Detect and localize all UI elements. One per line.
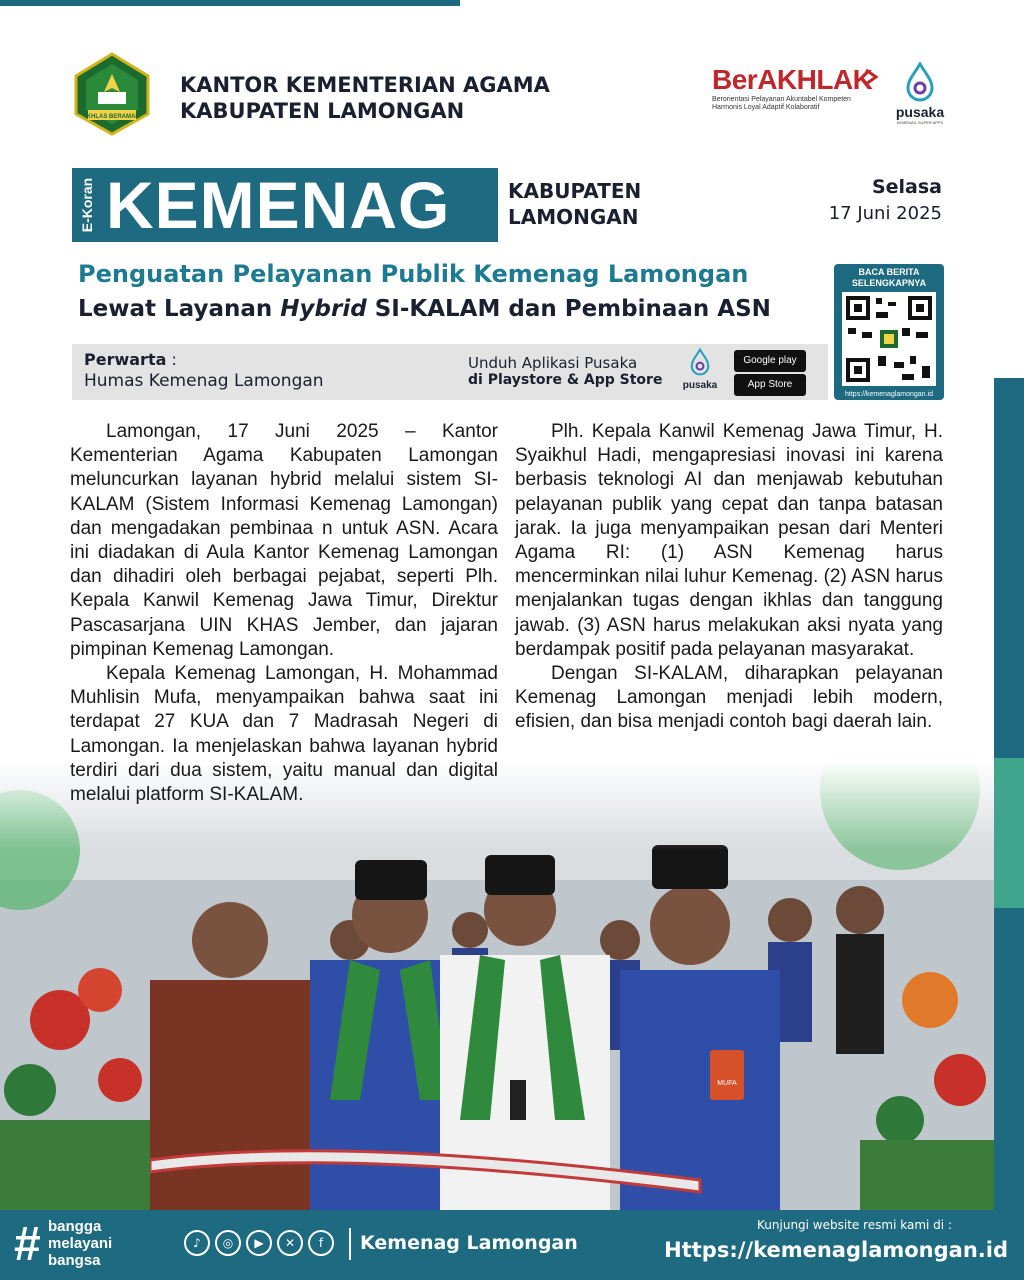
article-paragraph: Plh. Kepala Kanwil Kemenag Jawa Timur, H. Syaikhul Hadi, mengapresiasi inovasi ini karena berbasis teknologi AI dan menjawab kebutuhan pelayanan publik yang cepat dan tanpa batasan jarak. Ia juga menyampaikan pesan dari Menteri Agama RI: (1) ASN Kemenag harus mencerminkan nilai luhur Kemenag. (2) ASN harus menjalankan tugas dengan ikhlas dan tanggung jawab. (3) ASN harus melakukan aksi nyata yang berdampak positif pada pelayanan masyarakat. — [515, 421, 943, 660]
pusaka-mini-icon — [689, 348, 711, 376]
tiktok-icon[interactable]: ♪ — [184, 1230, 210, 1256]
social-account-name[interactable]: Kemenag Lamongan — [360, 1232, 578, 1254]
issue-date: 17 Juni 2025 — [828, 203, 942, 224]
app-store-badge[interactable]: App Store — [734, 374, 806, 396]
berakhlak-word: BerAKHLAK — [712, 64, 873, 95]
pusaka-logo — [892, 62, 948, 125]
qr-label: BACA BERITA SELENGKAPNYA — [851, 267, 927, 288]
footer-divider — [349, 1228, 351, 1260]
ekoran-label: E-Koran — [79, 177, 95, 233]
article-paragraph: Dengan SI-KALAM, diharapkan pelayanan Kemenag Lamongan menjadi lebih modern, efisien, dan bisa menjadi contoh bagi daerah lain. — [515, 663, 943, 733]
footer-bar — [0, 1210, 1024, 1280]
masthead-region — [508, 178, 641, 230]
perwarta-name: Humas Kemenag Lamongan — [84, 371, 324, 391]
kemenag-logo — [72, 52, 152, 136]
pusaka-label: pusaka — [895, 104, 945, 120]
byline-bar — [72, 344, 828, 400]
article-column-2 — [515, 420, 943, 735]
berakhlak-logo — [712, 64, 882, 112]
hashtag-icon: # — [14, 1218, 41, 1271]
region-line-1: KABUPATEN — [508, 179, 642, 203]
perwarta-label: Perwarta : — [84, 350, 177, 369]
download-line-2: di Playstore & App Store — [468, 372, 663, 388]
pusaka-mini-label: pusaka — [682, 380, 718, 391]
berakhlak-chevron-icon — [862, 66, 884, 88]
x-icon[interactable]: ✕ — [277, 1230, 303, 1256]
top-accent-bar — [0, 0, 460, 6]
website-link[interactable]: Https://kemenaglamongan.id — [664, 1238, 1008, 1262]
article-paragraph: Kepala Kemenag Lamongan, H. Mohammad Muhlisin Mufa, menyampaikan bahwa saat ini terdapat 27 KUA dan 7 Madrasah Negeri di Lamongan. Ia menjelaskan bahwa layanan hybrid terdiri dari dua sistem, yaitu manual dan digital melalui platform SI-KALAM. — [70, 663, 498, 806]
hashtag-tagline: bangga melayani bangsa — [48, 1218, 113, 1269]
pusaka-mini-logo — [680, 348, 720, 391]
masthead-title: KEMENAG — [106, 168, 451, 242]
office-line-2: KABUPATEN LAMONGAN — [180, 99, 465, 123]
right-accent-highlight — [994, 758, 1024, 908]
qr-code-box[interactable] — [834, 264, 944, 400]
download-line-1: Unduh Aplikasi Pusaka — [468, 354, 638, 372]
right-accent-bar — [994, 378, 1024, 1224]
headline-line-1: Penguatan Pelayanan Publik Kemenag Lamongan — [78, 260, 749, 288]
pusaka-sub: KEMENAG SUPER APPS — [896, 120, 944, 125]
qr-url[interactable]: https://kemenaglamongan.id — [845, 391, 933, 398]
region-line-2: LAMONGAN — [508, 205, 639, 229]
office-line-1: KANTOR KEMENTERIAN AGAMA — [180, 73, 550, 97]
facebook-icon[interactable]: f — [308, 1230, 334, 1256]
article-column-1 — [70, 420, 498, 807]
google-play-badge[interactable]: Google play — [734, 350, 806, 372]
issue-day: Selasa — [871, 176, 942, 198]
youtube-icon[interactable]: ▶ — [246, 1230, 272, 1256]
social-icons — [184, 1230, 334, 1256]
logo-text: IKHLAS BERAMAL — [85, 114, 139, 120]
visit-text: Kunjungi website resmi kami di : — [757, 1218, 952, 1232]
berakhlak-tagline: Berorientasi Pelayanan Akuntabel Kompeten Harmonis Loyal Adaptif Kolaboratif — [712, 96, 851, 111]
office-name — [180, 72, 550, 124]
article-paragraph: Lamongan, 17 Juni 2025 – Kantor Kementerian Agama Kabupaten Lamongan meluncurkan layanan hybrid melalui sistem SI-KALAM (Sistem Informasi Kemenag Lamongan) dan mengadakan pembinaa n untuk ASN. Acara ini diadakan di Aula Kantor Kemenag Lamongan dan dihadiri oleh berbagai pejabat, seperti Plh. Kepala Kanwil Kemenag Jawa Timur, Direktur Pascasarjana UIN KHAS Jember, dan jajaran pimpinan Kemenag Lamongan. — [70, 421, 498, 660]
qr-code[interactable] — [842, 292, 936, 386]
headline-line-2: Lewat Layanan Hybrid SI-KALAM dan Pembinaan ASN — [78, 296, 771, 322]
pusaka-drop-icon — [904, 62, 936, 102]
ribbon-cutting-photo — [0, 760, 994, 1212]
instagram-icon[interactable]: ◎ — [215, 1230, 241, 1256]
